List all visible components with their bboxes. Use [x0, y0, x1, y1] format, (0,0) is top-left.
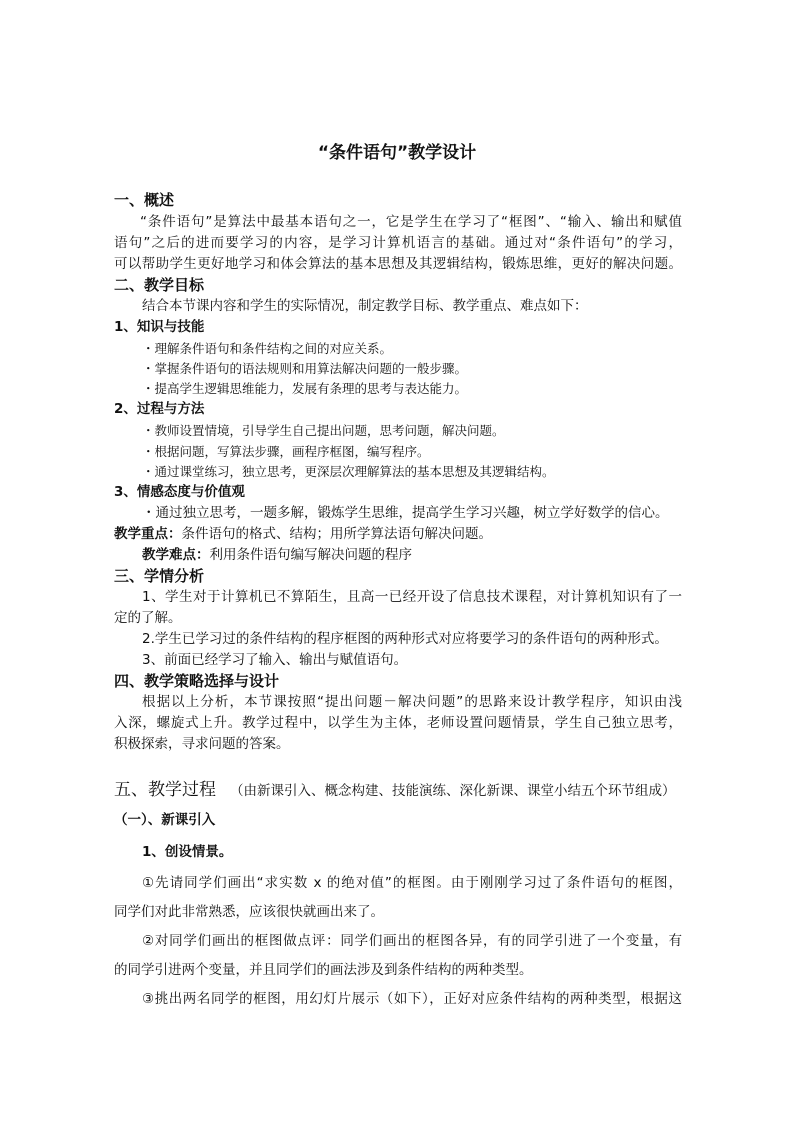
subheading-attitude: 3、情感态度与价值观 [114, 484, 245, 500]
difficulty-text: 利用条件语句编写解决问题的程序 [209, 547, 412, 563]
process-para-2a: ②对同学们画出的框图做点评：同学们画出的框图各异，有的同学引进了一个变量，有 [142, 933, 682, 949]
process-para-2b: 的同学引进两个变量，并且同学们的画法涉及到条件结构的两种类型。 [114, 962, 533, 978]
overview-line-3: 可以帮助学生更好地学习和体会算法的基本思想及其逻辑结构，锻炼思维，更好的解决问题。 [114, 256, 682, 272]
overview-line-1: “条件语句”是算法中最基本语句之一，它是学生在学习了“框图”、“输入、输出和赋值 [140, 214, 682, 230]
process-para-3a: ③挑出两名同学的框图，用幻灯片展示（如下），正好对应条件结构的两种类型，根据这 [142, 991, 682, 1007]
process-heading-text: 五、教学过程 [114, 780, 216, 800]
objectives-intro: 结合本节课内容和学生的实际情况，制定教学目标、教学重点、难点如下： [142, 298, 588, 314]
analysis-line-2: 定的了解。 [114, 610, 182, 626]
section-heading-analysis: 三、学情分析 [114, 567, 205, 585]
strategy-line-2: 入深，螺旋式上升。教学过程中，以学生为主体，老师设置问题情景，学生自己独立思考， [114, 715, 682, 731]
process-item-3: ・通过课堂练习，独立思考，更深层次理解算法的基本思想及其逻辑结构。 [142, 464, 555, 479]
key-point-line [114, 524, 682, 545]
subheading-introduction: （一）、新课引入 [114, 812, 216, 828]
process-item-2: ・根据问题，写算法步骤，画程序框图，编写程序。 [142, 444, 430, 459]
process-heading-note: （由新课引入、概念构建、技能演练、深化新课、课堂小结五个环节组成） [230, 783, 676, 799]
analysis-line-3: 2.学生已学习过的条件结构的程序框图的两种形式对应将要学习的条件语句的两种形式。 [142, 631, 668, 647]
strategy-line-1: 根据以上分析，本节课按照“提出问题－解决问题”的思路来设计教学程序，知识由浅 [142, 694, 682, 710]
key-point-label: 教学重点： [114, 526, 182, 542]
process-para-1a: ①先请同学们画出“求实数 x 的绝对值”的框图。由于刚刚学习过了条件语句的框图， [142, 875, 682, 891]
document-title: “条件语句”教学设计 [317, 143, 477, 163]
section-heading-process [114, 778, 694, 803]
process-para-1b: 同学们对此非常熟悉，应该很快就画出来了。 [114, 904, 384, 920]
difficulty-line [142, 545, 710, 566]
section-heading-objectives: 二、教学目标 [114, 276, 205, 294]
overview-line-2: 语句”之后的进而要学习的内容，是学习计算机语言的基础。通过对“条件语句”的学习， [114, 235, 682, 251]
key-point-text: 条件语句的格式、结构；用所学算法语句解决问题。 [181, 526, 492, 542]
knowledge-item-3: ・提高学生逻辑思维能力，发展有条理的思考与表达能力。 [142, 381, 468, 396]
knowledge-item-1: ・理解条件语句和条件结构之间的对应关系。 [142, 341, 393, 356]
process-item-1: ・教师设置情境，引导学生自己提出问题，思考问题，解决问题。 [142, 423, 505, 438]
section-heading-overview: 一、概述 [114, 191, 175, 209]
analysis-line-4: 3、前面已经学习了输入、输出与赋值语句。 [142, 652, 408, 668]
strategy-line-3: 积极探索，寻求问题的答案。 [114, 736, 290, 752]
section-heading-strategy: 四、教学策略选择与设计 [114, 672, 280, 690]
subheading-process: 2、过程与方法 [114, 401, 205, 417]
analysis-line-1: 1、学生对于计算机已不算陌生，且高一已经开设了信息技术课程，对计算机知识有了一 [142, 589, 682, 605]
subheading-knowledge: 1、知识与技能 [114, 319, 205, 335]
knowledge-item-2: ・掌握条件语句的语法规则和用算法解决问题的一般步骤。 [142, 361, 468, 376]
attitude-item: ・通过独立思考，一题多解，锻炼学生思维，提高学生学习兴趣，树立学好数学的信心。 [142, 505, 669, 521]
subheading-scenario: 1、创设情景。 [142, 844, 233, 860]
difficulty-label: 教学难点： [142, 547, 210, 563]
